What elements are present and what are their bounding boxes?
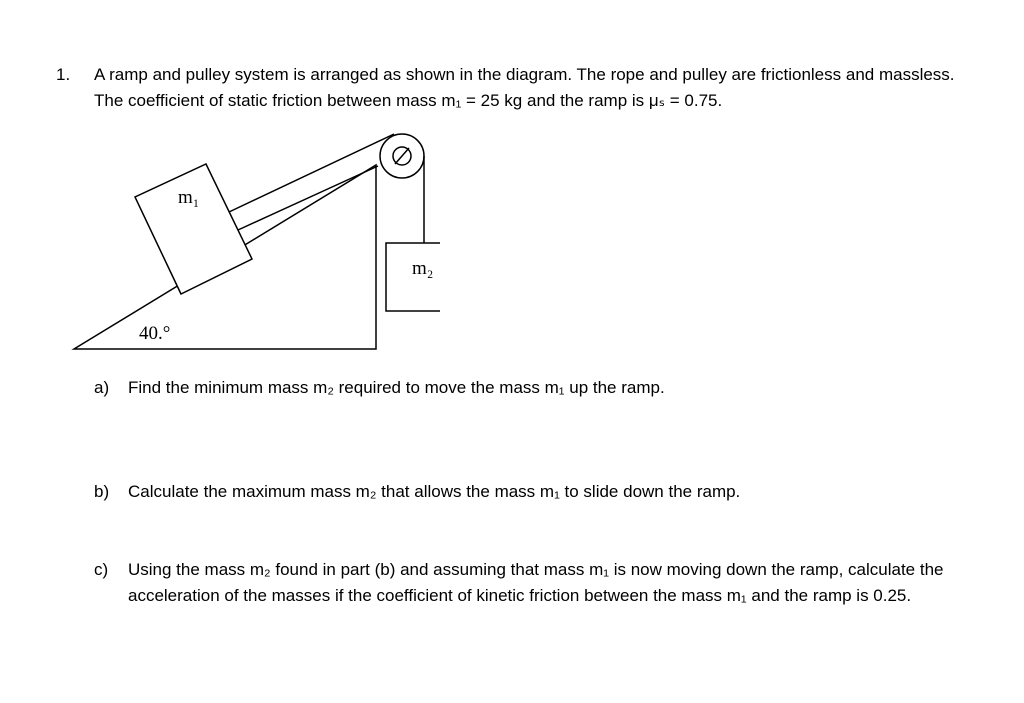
mass-1-block (135, 164, 252, 294)
part-a-letter: a) (94, 378, 110, 397)
part-b-text: Calculate the maximum mass m₂ that allows the mass m₁ to slide down the ramp. (128, 482, 741, 501)
part-a-text: Find the minimum mass m₂ required to move the mass m₁ up the ramp. (128, 378, 665, 397)
problem-number: 1. (56, 65, 71, 84)
rope-to-pulley-upper (229, 134, 394, 212)
ramp-pulley-diagram (60, 120, 440, 360)
mass-2-label: m₂ (412, 258, 434, 279)
angle-label: 40.° (139, 323, 171, 344)
problem-statement: A ramp and pulley system is arranged as shown in the diagram. The rope and pulley are frictionless and massless. The coefficient of static friction between mass m₁ = 25 kg and the ramp is μₛ = 0.75. (94, 65, 955, 110)
part-c-text: Using the mass m₂ found in part (b) and assuming that mass m₁ is now moving down the ramp, calculate the acceleration of the masses if the coefficient of kinetic friction between the mass m₁ and the ramp is 0.25. (128, 560, 944, 605)
part-b-letter: b) (94, 482, 110, 501)
part-c-letter: c) (94, 560, 109, 579)
mass-1-label: m₁ (178, 187, 200, 208)
